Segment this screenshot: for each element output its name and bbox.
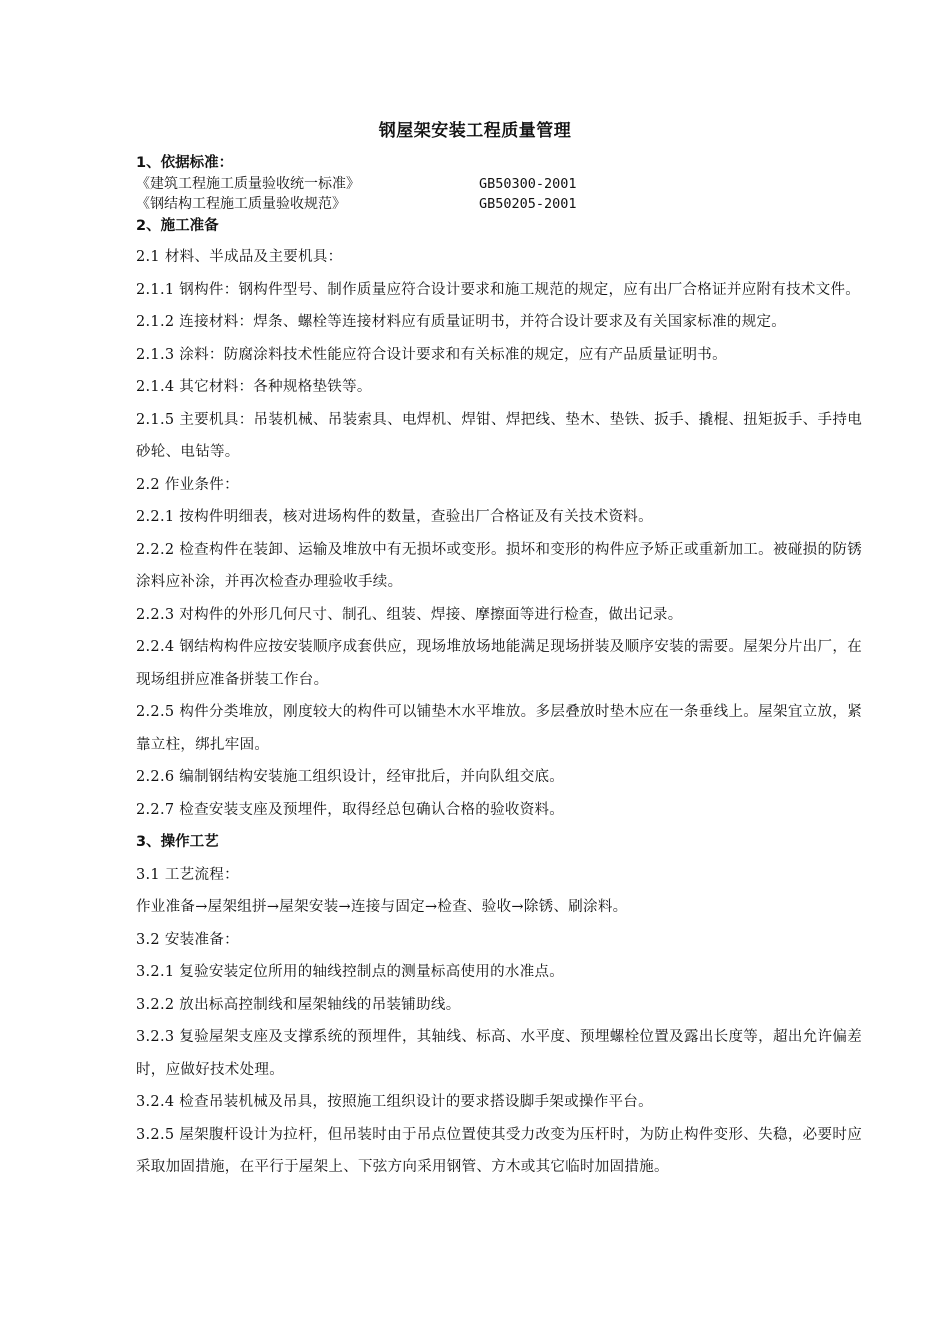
paragraph: 2.1.2 连接材料：焊条、螺栓等连接材料应有质量证明书，并符合设计要求及有关国家标准的规定。	[136, 314, 787, 330]
document-title: 钢屋架安装工程质量管理	[378, 121, 572, 141]
paragraph: 2.1.1 钢构件：钢构件型号、制作质量应符合设计要求和施工规范的规定，应有出厂合格证并应附有技术文件。	[136, 281, 861, 298]
paragraph: 2.2.6 编制钢结构安装施工组织设计，经审批后，并向队组交底。	[136, 769, 565, 785]
paragraph: 2.2.1 按构件明细表，核对进场构件的数量，查验出厂合格证及有关技术资料。	[136, 509, 653, 525]
paragraph: 3.1 工艺流程：	[136, 866, 239, 883]
paragraph: 2.1.3 涂料：防腐涂料技术性能应符合设计要求和有关标准的规定，应有产品质量证明书。	[136, 346, 727, 363]
section2-heading: 2、施工准备	[136, 218, 219, 234]
paragraph: 2.2.3 对构件的外形几何尺寸、制孔、组装、焊接、摩擦面等进行检查，做出记录。	[136, 606, 683, 623]
paragraph: 3.2.4 检查吊装机械及吊具，按照施工组织设计的要求搭设脚手架或操作平台。	[136, 1094, 653, 1110]
standard-name: 《建筑工程施工质量验收统一标准》	[136, 176, 360, 192]
paragraph: 2.2.4 钢结构构件应按安装顺序成套供应，现场堆放场地能满足现场拼装及顺序安装的需要。屋架分片出厂，在现场组拼应准备拼装工作台。	[136, 639, 862, 688]
paragraph: 2.1.5 主要机具：吊装机械、吊装索具、电焊机、焊钳、焊把线、垫木、垫铁、扳手、撬棍、扭矩扳手、手持电砂轮、电钻等。	[136, 411, 862, 460]
document-body	[136, 152, 862, 1184]
section3-heading: 3、操作工艺	[136, 834, 219, 850]
paragraph: 2.2.7 检查安装支座及预埋件，取得经总包确认合格的验收资料。	[136, 801, 565, 818]
paragraph: 作业准备→屋架组拼→屋架安装→连接与固定→检查、验收→除锈、刷涂料。	[136, 899, 628, 915]
standard-code: GB50300-2001	[479, 176, 577, 192]
paragraph: 2.2 作业条件：	[136, 476, 239, 493]
paragraph: 3.2.1 复验安装定位所用的轴线控制点的测量标高使用的水准点。	[136, 964, 565, 980]
section1-heading: 1、依据标准：	[136, 155, 234, 171]
paragraph: 2.2.5 构件分类堆放，刚度较大的构件可以铺垫木水平堆放。多层叠放时垫木应在一条垂线上。屋架宜立放，紧靠立柱，绑扎牢固。	[136, 704, 862, 753]
paragraph: 2.1.4 其它材料：各种规格垫铁等。	[136, 379, 372, 395]
paragraph: 3.2.5 屋架腹杆设计为拉杆，但吊装时由于吊点位置使其受力改变为压杆时，为防止构件变形、失稳，必要时应采取加固措施，在平行于屋架上、下弦方向采用钢管、方木或其它临时加固措施。	[136, 1126, 862, 1175]
paragraph: 2.1 材料、半成品及主要机具：	[136, 249, 343, 265]
standard-name: 《钢结构工程施工质量验收规范》	[136, 196, 346, 212]
standard-row	[136, 174, 862, 194]
paragraph: 3.2 安装准备：	[136, 931, 239, 948]
standard-row	[136, 194, 862, 214]
paragraph: 3.2.3 复验屋架支座及支撑系统的预埋件，其轴线、标高、水平度、预埋螺栓位置及露出长度等，超出允许偏差时，应做好技术处理。	[136, 1029, 862, 1078]
paragraph: 2.2.2 检查构件在装卸、运输及堆放中有无损坏或变形。损坏和变形的构件应予矫正或重新加工。被碰损的防锈涂料应补涂，并再次检查办理验收手续。	[136, 541, 862, 590]
paragraph: 3.2.2 放出标高控制线和屋架轴线的吊装铺助线。	[136, 996, 461, 1013]
standard-code: GB50205-2001	[479, 196, 577, 212]
